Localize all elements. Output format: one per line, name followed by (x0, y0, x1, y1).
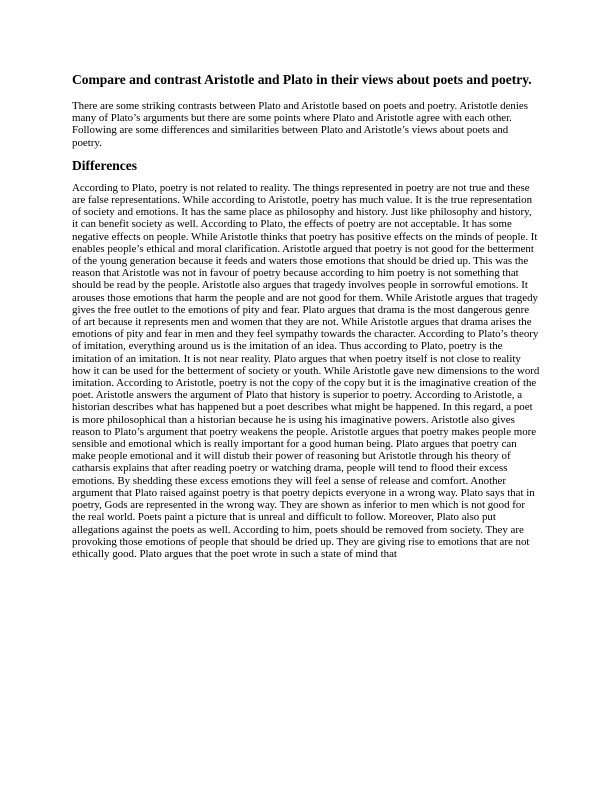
document-title: Compare and contrast Aristotle and Plato in their views about poets and poetry. (72, 72, 532, 87)
section-heading-differences: Differences (72, 157, 137, 173)
intro-paragraph: There are some striking contrasts between Plato and Aristotle based on poets and poetry. Aristotle denies many of Plato’s arguments but there are some points where Plato and Aristotle agree with each other. Following are some differences and similarities between Plato and Aristotle’s views about poets and poetry. (72, 100, 528, 149)
differences-paragraph: According to Plato, poetry is not related to reality. The things represented in poetry are not true and these are false representations. While according to Aristotle, poetry has much value. It is the true representation of society and emotions. It has the same place as philosophy and history. Just like philosophy and history, it can benefit society as well. According to Plato, the effects of poetry are not acceptable. It has some negative effects on people. While Aristotle thinks that poetry has positive effects on the minds of people. It enables people’s ethical and moral clarification. Aristotle argued that poetry is not good for the betterment of the young generation because it feeds and waters those emotions that should be dried up. This was the reason that Aristotle was not in favour of poetry because according to him poetry is not something that should be read by the people. Aristotle also argues that tragedy involves people in sorrowful emotions. It arouses those emotions that harm the people and are not good for them. While Aristotle argues that tragedy gives the free outlet to the emotions of pity and fear. Plato argues that drama is the most dangerous genre of art because it represents men and women that they are not. While Aristotle argues that drama arises the emotions of pity and fear in men and they feel sympathy towards the character. According to Plato’s theory of imitation, everything around us is the imitation of an idea. Thus according to Plato, poetry is the imitation of an imitation. It is not near reality. Plato argues that when poetry itself is not close to reality how it can be used for the betterment of society or youth. While Aristotle gave new dimensions to the word imitation. According to Aristotle, poetry is not the copy of the copy but it is the imaginative creation of the poet. Aristotle answers the argument of Plato that history is superior to poetry. According to Aristotle, a historian describes what has happened but a poet describes what might be happened. In this regard, a poet is more philosophical than a historian because he is using his imaginative powers. Aristotle also gives reason to Plato’s argument that poetry weakens the people. Aristotle argues that poetry makes people more sensible and emotional which is really important for a good human being. Plato argues that poetry can make people emotional and it will distub their power of reasoning but Aristotle through his theory of catharsis explains that after reading poetry or watching drama, people will tend to flood their excess emotions. By shedding these excess emotions they will feel a sense of release and comfort. Another argument that Plato raised against poetry is that poetry depicts everyone in a wrong way. Plato says that in poetry, Gods are represented in the wrong way. They are shown as inferior to men which is not good for the real world. Poets paint a picture that is unreal and difficult to follow. Moreover, Plato also put allegations against the poets as well. According to him, poets should be removed from society. They are provoking those emotions of people that should be dried up. They are giving rise to emotions that are not ethically good. Plato argues that the poet wrote in such a state of mind that (72, 181, 540, 560)
